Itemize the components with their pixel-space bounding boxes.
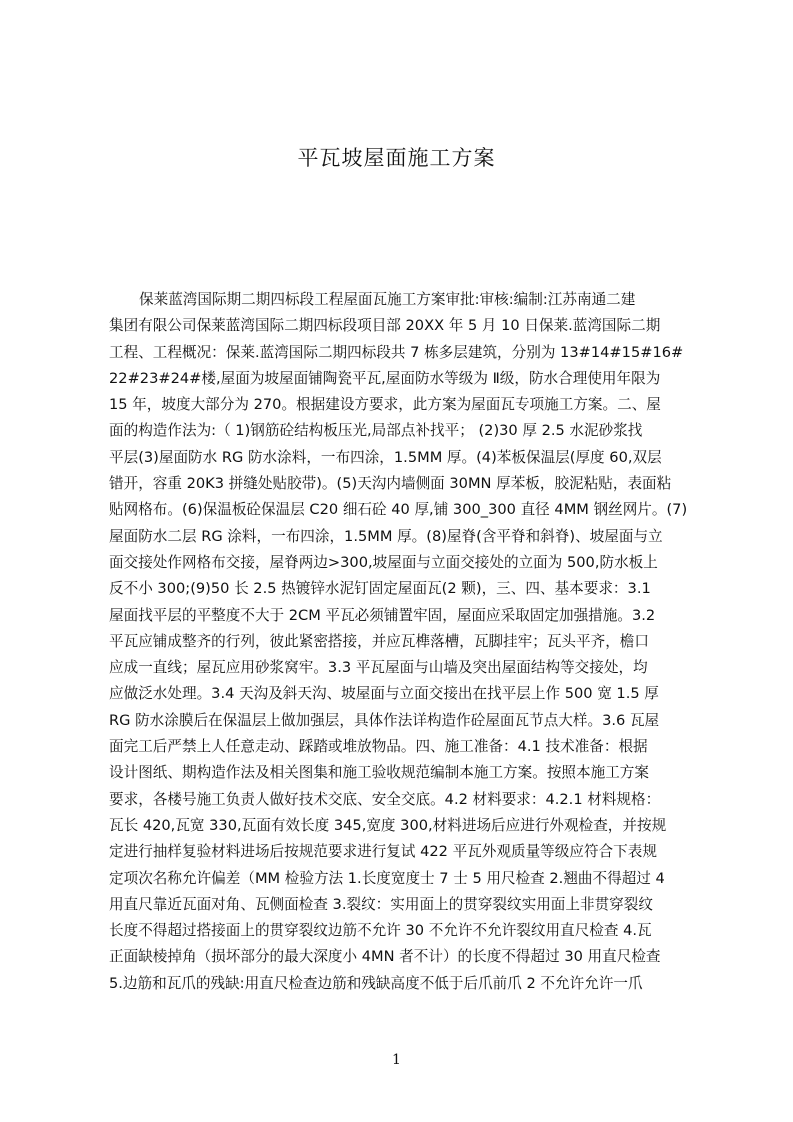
body-line: 22#23#24#楼,屋面为坡屋面铺陶瓷平瓦,屋面防水等级为 Ⅱ级，防水合理使用年限为 — [109, 369, 661, 387]
body-line: 屋面防水二层 RG 涂料，一布四涂，1.5MM 厚。(8)屋脊(含平脊和斜脊)、坡屋面与立 — [109, 527, 663, 545]
body-line: 平层(3)屋面防水 RG 防水涂料，一布四涂，1.5MM 厚。(4)苯板保温层(厚度 60,双层 — [109, 448, 662, 466]
body-line: 瓦长 420,瓦宽 330,瓦面有效长度 345,宽度 300,材料进场后应进行外观检查，并按规 — [109, 816, 667, 834]
body-line: 错开，容重 20K3 拼缝处贴胶带)。(5)天沟内墙侧面 30MN 厚苯板，胶泥粘贴，表面粘 — [109, 475, 672, 493]
body-line: 平瓦应铺成整齐的行列，彼此紧密搭接，并应瓦榫落槽，瓦脚挂牢；瓦头平齐，檐口 — [109, 632, 649, 650]
body-line: 用直尺靠近瓦面对角、瓦侧面检查 3.裂纹：实用面上的贯穿裂纹实用面上非贯穿裂纹 — [109, 895, 653, 913]
body-line: 贴网格布。(6)保温板砼保温层 C20 细石砼 40 厚,铺 300_300 直径 4MM 钢丝网片。(7) — [109, 501, 688, 519]
body-line: 长度不得超过搭接面上的贯穿裂纹边筋不允许 30 不允许不允许裂纹用直尺检查 4.瓦 — [109, 922, 652, 940]
body-line: 定进行抽样复验材料进场后按规范要求进行复试 422 平瓦外观质量等级应符合下表规 — [109, 843, 657, 861]
body-line: 反不小 300;(9)50 长 2.5 热镀锌水泥钉固定屋面瓦(2 颗)，三、四、基本要求：3.1 — [109, 580, 651, 598]
page-number: 1 — [392, 1052, 401, 1068]
body-line: RG 防水涂膜后在保温层上做加强层，具体作法详构造作砼屋面瓦节点大样。3.6 瓦屋 — [109, 711, 660, 729]
body-line: 面交接处作网格布交接，屋脊两边>300,坡屋面与立面交接处的立面为 500,防水板上 — [109, 553, 658, 571]
body-line: 设计图纸、期构造作法及相关图集和施工验收规范编制本施工方案。按照本施工方案 — [109, 764, 649, 782]
body-line: 应做泛水处理。3.4 天沟及斜天沟、坡屋面与立面交接出在找平层上作 500 宽 1.5 厚 — [109, 685, 659, 703]
body-line: 工程、工程概况：保莱.蓝湾国际二期四标段共 7 栋多层建筑，分别为 13#14#15#16# — [109, 343, 684, 361]
body-line: 15 年，坡度大部分为 270。根据建设方要求，此方案为屋面瓦专项施工方案。二、屋 — [109, 396, 661, 414]
body-line: 面的构造作法为:（ 1)钢筋砼结构板压光,局部点补找平； (2)30 厚 2.5 水泥砂浆找 — [109, 422, 643, 440]
body-line: 要求，各楼号施工负责人做好技术交底、安全交底。4.2 材料要求：4.2.1 材料规格： — [109, 790, 661, 808]
body-line: 屋面找平层的平整度不大于 2CM 平瓦必须铺置牢固，屋面应采取固定加强措施。3.2 — [109, 606, 656, 624]
body-line: 正面缺棱掉角（损坏部分的最大深度小 4MN 者不计）的长度不得超过 30 用直尺检查 — [109, 948, 661, 966]
document-title: 平瓦坡屋面施工方案 — [297, 146, 496, 170]
body-line: 保莱蓝湾国际期二期四标段工程屋面瓦施工方案审批:审核:编制:江苏南通二建 — [139, 291, 636, 308]
body-line: 集团有限公司保莱蓝湾国际二期四标段项目部 20XX 年 5 月 10 日保莱.蓝湾国际二期 — [109, 317, 661, 335]
body-line: 5.边筋和瓦爪的残缺:用直尺检查边筋和残缺高度不低于后爪前爪 2 不允许允许一爪 — [109, 974, 643, 992]
document-body — [109, 287, 703, 1087]
body-line: 面完工后严禁上人任意走动、踩踏或堆放物品。四、施工准备：4.1 技术准备：根据 — [109, 738, 648, 756]
body-line: 定项次名称允许偏差（MM 检验方法 1.长度宽度士 7 士 5 用尺检查 2.翘曲不得超过 4 — [109, 869, 665, 887]
body-line: 应成一直线；屋瓦应用砂浆窝牢。3.3 平瓦屋面与山墙及突出屋面结构等交接处，均 — [109, 659, 648, 677]
